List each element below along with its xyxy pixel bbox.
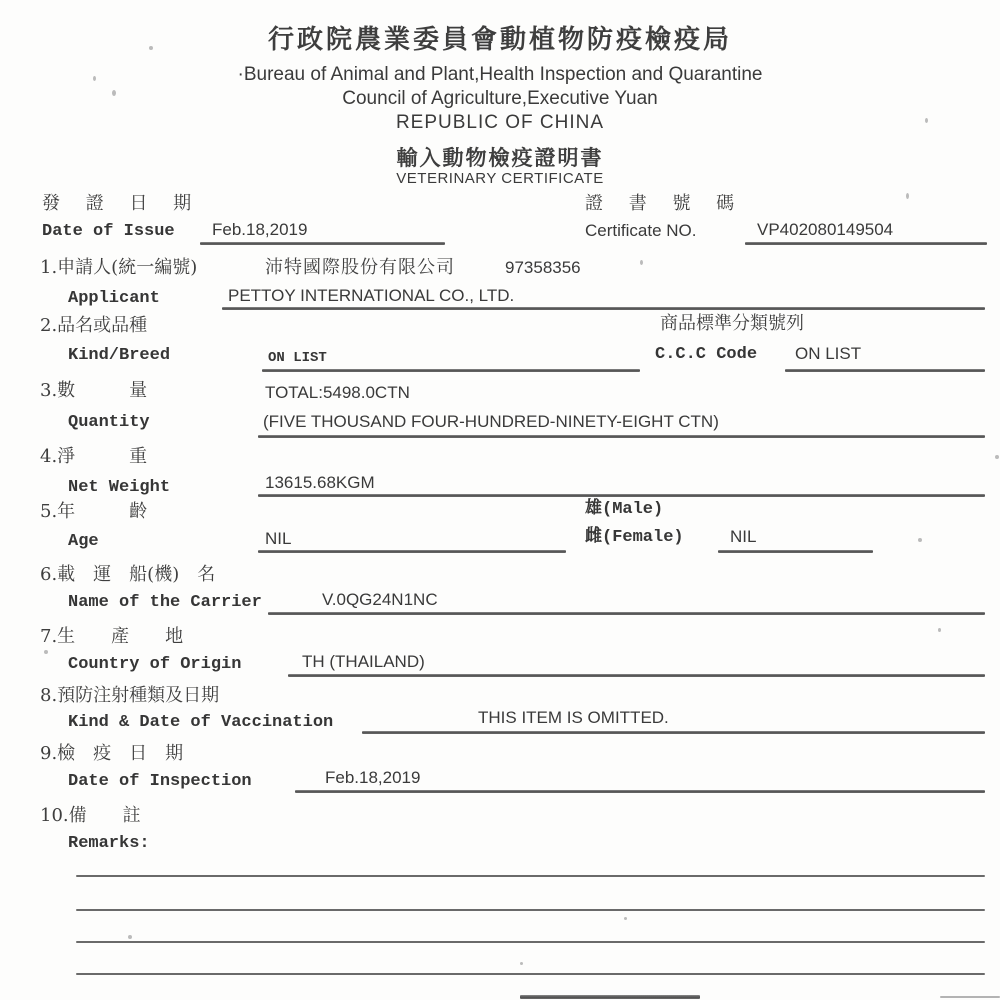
carrier-value: V.0QG24N1NC [322, 590, 438, 609]
net-weight-label-zh: 4.淨 重 [40, 446, 148, 467]
scan-speck [44, 650, 48, 654]
net-weight-underline [258, 494, 985, 497]
ccc-underline [785, 369, 985, 372]
scan-speck [624, 917, 627, 920]
inspection-value: Feb.18,2019 [325, 768, 421, 787]
applicant-reg-no: 97358356 [505, 258, 581, 277]
vaccination-label-zh: 8.預防注射種類及日期 [40, 685, 220, 706]
age-label-zh: 5.年 齡 [40, 501, 148, 522]
origin-value: TH (THAILAND) [302, 652, 425, 671]
scan-speck [128, 935, 132, 939]
age-value: NIL [265, 529, 292, 548]
origin-label-en: Country of Origin [68, 655, 242, 674]
female-underline [718, 550, 873, 553]
quantity-underline [258, 435, 985, 438]
inspection-label-zh: 9.檢 疫 日 期 [40, 743, 184, 764]
republic-line: REPUBLIC OF CHINA [395, 112, 605, 133]
net-weight-label-en: Net Weight [68, 478, 171, 497]
female-value: NIL [730, 527, 757, 546]
scan-speck [918, 538, 922, 542]
date-of-issue-label-zh: 發 證 日 期 [42, 193, 202, 214]
applicant-company-en: PETTOY INTERNATIONAL CO., LTD. [228, 286, 515, 305]
scan-speck [93, 76, 96, 81]
scan-speck [906, 193, 909, 199]
ccc-label-zh: 商品標準分類號列 [660, 313, 804, 334]
remarks-label-en: Remarks: [68, 834, 150, 853]
carrier-label-zh: 6.載 運 船(機) 名 [40, 564, 216, 585]
applicant-underline [222, 307, 985, 310]
age-underline [258, 550, 566, 553]
ccc-label-en: C.C.C Code [655, 345, 758, 364]
applicant-label-en: Applicant [68, 289, 160, 308]
certificate-no-label-en: Certificate NO. [585, 221, 697, 240]
remarks-label-zh: 10.備 註 [40, 805, 141, 826]
origin-underline [288, 674, 985, 677]
carrier-underline [268, 612, 985, 615]
female-label: 雌(Female) [585, 528, 684, 547]
scan-speck [112, 90, 116, 96]
net-weight-value: 13615.68KGM [265, 473, 375, 492]
certificate-title-en: VETERINARY CERTIFICATE [396, 170, 604, 187]
certificate-no-underline [745, 242, 987, 245]
male-label: 雄(Male) [585, 500, 664, 519]
kind-label-zh: 2.品名或品種 [40, 315, 148, 336]
vaccination-label-en: Kind & Date of Vaccination [68, 713, 334, 732]
date-of-issue-underline [200, 242, 445, 245]
scan-speck [938, 628, 941, 632]
scan-speck [149, 46, 153, 50]
vaccination-value: THIS ITEM IS OMITTED. [478, 708, 669, 727]
age-label-en: Age [68, 532, 99, 551]
quantity-label-en: Quantity [68, 413, 150, 432]
date-of-issue-label-en: Date of Issue [42, 222, 175, 241]
bottom-partial-line [520, 995, 700, 999]
scan-speck [925, 118, 928, 123]
quantity-value-total: TOTAL:5498.0CTN [265, 383, 410, 402]
bottom-corner-line [940, 996, 1000, 998]
scan-speck [640, 260, 643, 265]
remarks-line-2 [76, 909, 985, 911]
remarks-line-1 [76, 875, 985, 877]
agency-title-zh: 行政院農業委員會動植物防疫檢疫局 [267, 25, 732, 55]
kind-value: ON LIST [268, 350, 327, 366]
date-of-issue-value: Feb.18,2019 [212, 220, 308, 239]
quantity-value-words: (FIVE THOUSAND FOUR-HUNDRED-NINETY-EIGHT CTN) [263, 412, 719, 431]
remarks-line-4 [76, 973, 985, 975]
council-line: Council of Agriculture,Executive Yuan [342, 88, 658, 109]
certificate-no-value: VP402080149504 [757, 220, 894, 239]
origin-label-zh: 7.生 產 地 [40, 626, 184, 647]
scan-speck [520, 962, 523, 965]
applicant-company-zh: 沛特國際股份有限公司 [265, 257, 455, 278]
bureau-line: ·Bureau of Animal and Plant,Health Inspection and Quarantine [237, 64, 763, 85]
carrier-label-en: Name of the Carrier [68, 593, 262, 612]
ccc-value: ON LIST [795, 344, 862, 363]
certificate-no-label-zh: 證 書 號 碼 [585, 193, 745, 214]
applicant-label-zh: 1.申請人(統一編號) [40, 257, 198, 278]
certificate-title-zh: 輸入動物檢疫證明書 [396, 145, 604, 170]
inspection-underline [295, 790, 985, 793]
remarks-line-3 [76, 941, 985, 943]
vaccination-underline [362, 731, 985, 734]
inspection-label-en: Date of Inspection [68, 772, 252, 791]
quantity-label-zh: 3.數 量 [40, 380, 148, 401]
scan-speck [995, 455, 999, 459]
kind-underline [262, 369, 640, 372]
kind-label-en: Kind/Breed [68, 346, 171, 365]
